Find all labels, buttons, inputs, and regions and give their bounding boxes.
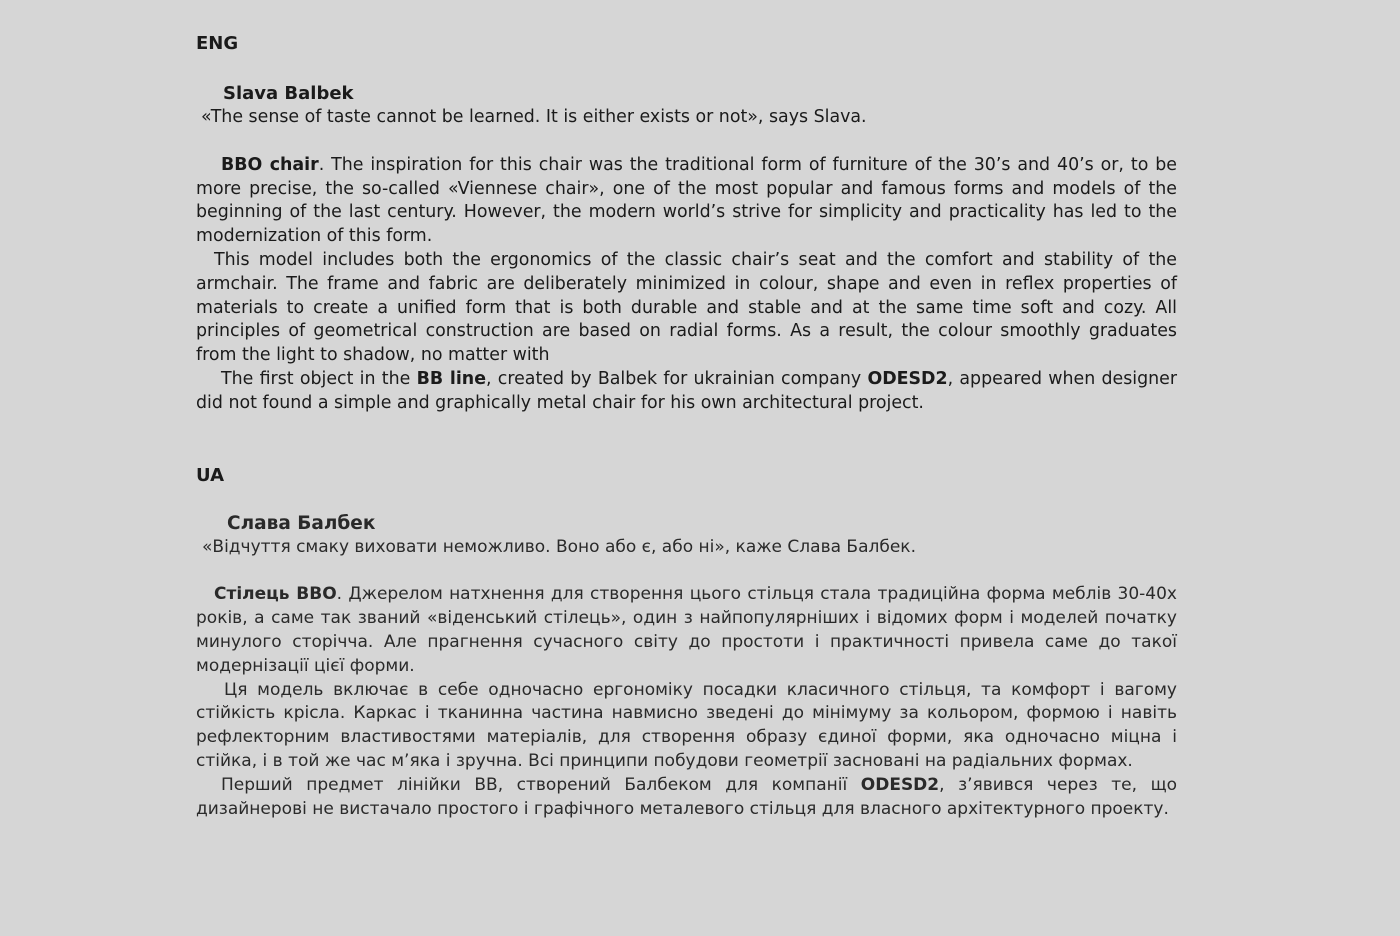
bb-line-label: BB line: [416, 368, 486, 389]
quote-eng: [196, 106, 1177, 130]
paragraph-first-object-eng: [196, 368, 1177, 416]
author-name-ua: [196, 512, 1177, 536]
quote-text: «Відчуття смаку виховати неможливо. Воно або є, або ні», каже Слава Балбек.: [202, 536, 916, 557]
article: [196, 32, 1177, 821]
paragraph-text: Ця модель включає в себе одночасно ергономіку посадки класичного стільця, та комфорт і вагому стійкість крісла. Каркас і тканинна частина навмисно зведені до мінімуму за кольором, формою і навіть рефлекторним властивостями матеріалів, для створення образу єдиної форми, яка одночасно міцна і стійка, і в той же час м’яка і зручна. Всі принципи побудови геометрії засновані на радіальних формах.: [196, 679, 1177, 771]
author-name-text: Слава Балбек: [227, 512, 376, 534]
bbo-chair-title: Стілець BBO: [214, 584, 337, 605]
section-heading-eng: ENG: [196, 33, 239, 54]
paragraph-text: . Джерелом натхнення для створення цього стільця стала традиційна форма меблів 30-40х років, а саме так званий «віденський стілець», один з найпопулярніших і відомих форм і моделей початку минулого сторічча. Але прагнення сучасного світу до простоти і практичності привела саме до такої модернізації цієї форми.: [196, 584, 1177, 676]
english-section: [196, 32, 1177, 416]
author-name-text: Slava Balbek: [223, 83, 354, 104]
author-name-eng: [196, 82, 1177, 106]
paragraph-text: This model includes both the ergonomics of the classic chair’s seat and the comfort and stability of the armchair. The frame and fabric are deliberately minimized in colour, shape and even in reflex properties of materials to create a unified form that is both durable and stable and at the same time soft and cozy. All principles of geometrical construction are based on radial forms. As a result, the colour smoothly graduates from the light to shadow, no matter with: [196, 249, 1177, 366]
paragraph-text: The first object in the: [221, 368, 417, 389]
paragraph-text: , з’явився через те, що дизайнерові не вистачало простого і графічного металевого стільця для власного архітектурного проекту.: [196, 774, 1177, 819]
bbo-chair-title: BBO chair: [221, 154, 319, 175]
paragraph-model-ua: [196, 679, 1177, 774]
quote-ua: [196, 536, 1177, 560]
company-name: ODESD2: [867, 368, 948, 389]
paragraph-model-eng: [196, 249, 1177, 368]
paragraph-text: . The inspiration for this chair was the traditional form of furniture of the 30’s and 40’s or, to be more precise, the so-called «Viennese chair», one of the most popular and famous forms and models of the beginning of the last century. However, the modern world’s strive for simplicity and practicality has led to the modernization of this form.: [196, 154, 1177, 247]
paragraph-first-object-ua: [196, 774, 1177, 822]
paragraph-text: , appeared when designer did not found a simple and graphically metal chair for his own architectural project.: [196, 368, 1178, 413]
ukrainian-section: [196, 464, 1177, 822]
paragraph-bbo-chair-eng: [196, 154, 1177, 249]
quote-text: «The sense of taste cannot be learned. It is either exists or not», says Slava.: [201, 107, 867, 127]
paragraph-text: , created by Balbek for ukrainian company: [485, 368, 868, 389]
company-name: ODESD2: [860, 774, 940, 795]
paragraph-bbo-chair-ua: [196, 583, 1177, 678]
paragraph-text: Перший предмет лінійки BB, створений Балбеком для компанії: [221, 774, 861, 795]
section-heading-ua: UA: [196, 464, 224, 486]
